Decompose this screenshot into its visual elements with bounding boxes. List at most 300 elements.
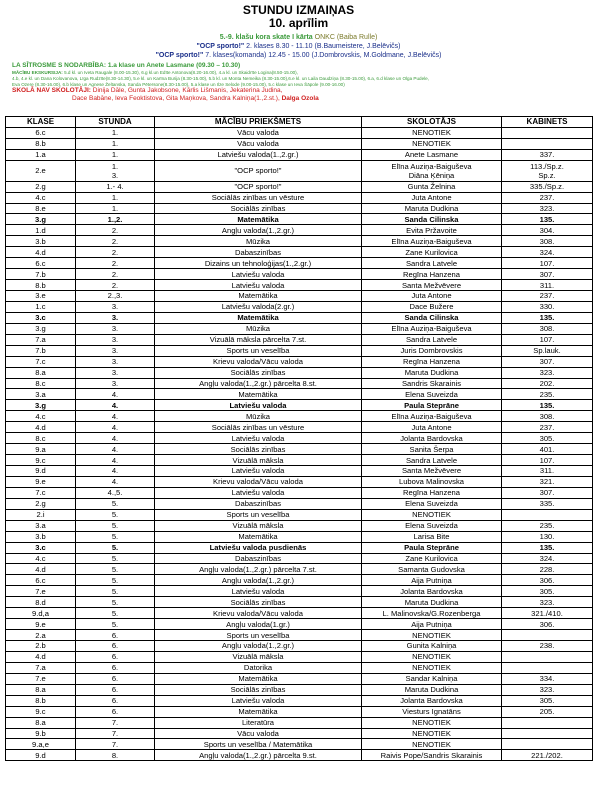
table-row [6,531,593,542]
table-row [6,750,593,761]
cell-room [502,236,593,247]
cell-room [502,651,593,662]
cell-lesson [76,651,155,662]
cell-class-text: 3.a [35,521,46,531]
cell-lesson-text: 6. [111,696,119,706]
cell-lesson-text: 2. [111,225,119,235]
cell-teacher [362,433,502,444]
cell-teacher-text: Sandra Latvele [405,258,458,268]
table-row [6,444,593,455]
cell-class [6,706,76,717]
cell-room-text: 202. [539,378,555,388]
cell-lesson [76,476,155,487]
cell-room-text: 306. [539,575,555,585]
cell-teacher [362,301,502,312]
cell-class-text: 2.g [35,499,46,509]
table-row [6,466,593,477]
cell-room [502,433,593,444]
absent-label: SKOLĀ NAV SKOLOTĀJI: [12,87,91,95]
cell-class-text: 8.c [35,433,46,443]
cell-subject [155,312,362,323]
table-row [6,673,593,684]
table-row [6,389,593,400]
cell-subject-text: Latviešu valoda [229,400,287,410]
cell-teacher [362,651,502,662]
cell-teacher [362,684,502,695]
cell-room-text: 401. [539,444,555,454]
table-row [6,203,593,214]
cell-class-text: 1.c [35,302,46,312]
table-row [6,345,593,356]
cell-teacher [362,356,502,367]
cell-teacher [362,695,502,706]
cell-room-text: 323. [539,597,555,607]
cell-subject [155,498,362,509]
cell-subject [155,673,362,684]
cell-room [502,345,593,356]
cell-teacher [362,160,502,181]
cell-room-text: 135. [539,543,555,553]
cell-room-text: 205. [539,707,555,717]
cell-lesson-text: 4. [111,411,119,421]
cell-class [6,422,76,433]
table-row [6,739,593,750]
cell-lesson-text: 2. [111,269,119,279]
cell-subject [155,487,362,498]
cell-teacher-text: Elīna Auziņa-Baiguševa [391,324,472,334]
cell-teacher-text: Paula Steprāne [404,543,459,553]
cell-lesson [76,750,155,761]
cell-teacher-text: NENOTIEK [412,139,451,149]
cell-class [6,312,76,323]
cell-lesson [76,706,155,717]
cell-lesson-text: 4.,5. [107,488,123,498]
cell-lesson-text: 4. [111,400,119,410]
cell-subject [155,531,362,542]
cell-teacher-text: Gunita Kalniņa [406,641,457,651]
cell-subject [155,181,362,192]
cell-lesson-text: 7. [111,739,119,749]
table-row [6,301,593,312]
cell-room [502,750,593,761]
cell-class [6,509,76,520]
cell-teacher-text: Maruta Dudkina [404,597,459,607]
cell-class [6,476,76,487]
cell-lesson [76,597,155,608]
cell-teacher-text: Sandar Kalniņa [405,674,458,684]
table-row [6,706,593,717]
cell-subject [155,750,362,761]
cell-lesson-text: 4. [111,477,119,487]
cell-teacher [362,214,502,225]
table-row [6,641,593,652]
cell-room [502,542,593,553]
cell-room-text: 306. [539,619,555,629]
cell-room [502,728,593,739]
cell-room [502,422,593,433]
cell-subject [155,476,362,487]
cell-teacher-text: Sandris Skarainis [401,378,462,388]
cell-lesson [76,520,155,531]
cell-lesson [76,378,155,389]
cell-class-text: 3.g [35,400,46,410]
cell-room [502,619,593,630]
cell-subject [155,225,362,236]
table-row [6,214,593,225]
cell-lesson-text: 3. [111,346,119,356]
cell-subject-text: Sports un veselība [226,510,290,520]
cell-lesson [76,181,155,192]
schedule-table [5,116,593,761]
cell-teacher [362,258,502,269]
cell-teacher-text: Juta Antone [411,422,452,432]
cell-subject-text: Angļu valoda(1.,2.gr.) [221,641,295,651]
notes-block [0,62,597,103]
table-row [6,651,593,662]
cell-room [502,225,593,236]
cell-teacher-text: NENOTIEK [412,718,451,728]
cell-teacher-text: Jolanta Bardovska [400,696,463,706]
cell-class [6,641,76,652]
cell-class-text: 7.c [35,488,46,498]
cell-teacher [362,334,502,345]
cell-subject [155,367,362,378]
cell-subject [155,411,362,422]
cell-teacher-text: Regīna Hanzena [403,269,460,279]
cell-teacher [362,619,502,630]
cell-room-text: 237. [539,422,555,432]
cell-class [6,138,76,149]
cell-class-text: 7.b [35,269,46,279]
cell-class-text: 2.e [35,166,46,176]
cell-subject [155,422,362,433]
cell-subject [155,520,362,531]
table-row [6,160,593,181]
cell-teacher-text: Juta Antone [411,193,452,203]
cell-room [502,356,593,367]
cell-lesson-text: 7. [111,728,119,738]
cell-teacher-text-2: Diāna Ķēniņa [408,170,455,180]
cell-teacher-text: Anete Lasmane [404,150,459,160]
cell-lesson-text: 2. [111,280,119,290]
cell-lesson-text: 3. [111,302,119,312]
cell-class-text: 8.a [35,368,46,378]
cell-room [502,641,593,652]
cell-room-text: 330. [539,302,555,312]
cell-class [6,728,76,739]
cell-room [502,739,593,750]
cell-lesson-text: 6. [111,674,119,684]
cell-lesson-text: 6. [111,685,119,695]
cell-teacher [362,750,502,761]
cell-room [502,520,593,531]
cell-lesson [76,641,155,652]
cell-subject-text: Sociālās zinības un vēsture [211,422,305,432]
cell-teacher-text: Elena Suveizda [405,389,458,399]
cell-class-text: 7.b [35,346,46,356]
cell-subject-text: Angļu valoda(1.gr.) [226,619,290,629]
table-row [6,138,593,149]
cell-teacher-text: Regīna Hanzena [403,488,460,498]
cell-subject-text: Matemātika [237,214,279,224]
cell-lesson [76,466,155,477]
cell-subject-text: Sports un veselība / Matemātika [203,739,313,749]
cell-subject-text: Angļu valoda(1.,2.gr.) [221,225,295,235]
cell-teacher-text: Sandra Latvele [405,335,458,345]
cell-lesson-text-2: 3. [111,170,119,180]
cell-subject-text: Matemātika [237,313,279,323]
cell-room [502,706,593,717]
cell-room-text: 305. [539,433,555,443]
cell-class-text: 3.c [35,313,46,323]
cell-lesson-text: 4. [111,466,119,476]
cell-teacher-text: Sanita Šerpa [409,444,454,454]
cell-class [6,301,76,312]
cell-lesson [76,673,155,684]
cell-subject [155,247,362,258]
table-row [6,608,593,619]
cell-lesson-text: 5. [111,553,119,563]
cell-class [6,662,76,673]
cell-class [6,498,76,509]
cell-class [6,455,76,466]
cell-subject [155,641,362,652]
cell-lesson-text: 4. [111,422,119,432]
cell-lesson-text: 5. [111,608,119,618]
cell-room-text: 311. [539,466,555,476]
cell-subject-text: Vācu valoda [237,728,279,738]
cell-room [502,455,593,466]
cell-class-text: 8.c [35,378,46,388]
cell-lesson [76,247,155,258]
cell-class-text: 2.g [35,182,46,192]
cell-subject-text: Sociālās zinības [230,597,286,607]
cell-lesson [76,739,155,750]
cell-teacher [362,641,502,652]
cell-room-text: 308. [539,411,555,421]
cell-subject-text: "OCP sporto!" [234,166,282,176]
table-row [6,269,593,280]
table-row [6,564,593,575]
cell-room [502,181,593,192]
table-row [6,728,593,739]
cell-teacher-text: Sandra Latvele [405,455,458,465]
cell-room-text: 130. [539,532,555,542]
cell-teacher [362,531,502,542]
cell-subject-text: Dizains un tehnoloģijas(1.,2.gr.) [204,258,312,268]
cell-room-text: 321./410. [531,608,563,618]
header-class: KLASE [6,117,76,128]
cell-room-text: 304. [539,225,555,235]
cell-teacher [362,739,502,750]
cell-class [6,160,76,181]
ocp-notice-1 [0,42,597,51]
cell-subject [155,509,362,520]
cell-lesson-text: 4. [111,455,119,465]
cell-room-text: 135. [539,313,555,323]
cell-lesson-text: 1.,2. [107,214,123,224]
cell-class [6,225,76,236]
cell-teacher [362,422,502,433]
cell-room [502,367,593,378]
cell-subject [155,553,362,564]
cell-subject-text: Latviešu valoda [231,433,285,443]
cell-room [502,498,593,509]
cell-room-text: 324. [539,553,555,563]
cell-class-text: 9.b [35,728,46,738]
header-subject: MĀCĪBU PRIEKŠMETS [155,117,362,128]
cell-class-text: 4.d [35,652,46,662]
cell-lesson [76,586,155,597]
table-row [6,575,593,586]
cell-lesson [76,717,155,728]
cell-class-text: 7.a [35,335,46,345]
table-row [6,400,593,411]
cell-room [502,444,593,455]
cell-subject-text: Mūzika [245,236,271,246]
cell-lesson [76,411,155,422]
cell-teacher-text: NENOTIEK [412,510,451,520]
cell-class [6,487,76,498]
cell-room [502,149,593,160]
cell-lesson-text: 6. [111,641,119,651]
cell-teacher [362,586,502,597]
cell-lesson [76,258,155,269]
cell-lesson-text: 4. [111,433,119,443]
cell-lesson [76,509,155,520]
cell-teacher [362,203,502,214]
cell-room-text: 323. [539,368,555,378]
cell-teacher-text: Lubova Malinovska [398,477,464,487]
table-row [6,433,593,444]
cell-teacher [362,673,502,684]
cell-teacher [362,367,502,378]
activity-text: 1.a klase un Anete Lasmane (09.30 – 10.30) [106,62,241,69]
cell-class [6,564,76,575]
ocp-name-2: "OCP sporto!" [155,52,204,59]
cell-lesson-text: 5. [111,619,119,629]
cell-lesson-text: 5. [111,597,119,607]
cell-subject-text: Sociālās zinības [230,444,286,454]
cell-lesson-text: 4. [111,444,119,454]
cell-teacher [362,662,502,673]
cell-class-text: 9.a,e [32,739,49,749]
table-row [6,291,593,302]
table-row [6,367,593,378]
cell-subject [155,466,362,477]
cell-room-text: 307. [539,269,555,279]
cell-subject [155,269,362,280]
table-row [6,542,593,553]
cell-lesson [76,498,155,509]
cell-lesson-text: 3. [111,335,119,345]
cell-subject [155,149,362,160]
cell-subject [155,662,362,673]
cell-teacher [362,520,502,531]
cell-class-text: 7.e [35,586,46,596]
cell-room [502,466,593,477]
cell-class-text: 8.b [35,139,46,149]
cell-lesson-text: 5. [111,564,119,574]
cell-subject [155,630,362,641]
cell-subject-text: Vizuālā māksla pārcelta 7.st. [209,335,307,345]
excursion-text-2: 4.b, 4.e kl. un Dana Kolovanova, Līga Rudzīte(8.30-14.30), 5.e kl. un Karīna Burija (8.30-15.00), 5.b kl. un Monta Nemeika (8.30-15.00),6.e kl. un Laila Daudziņa (8.30-15.00), 6.a, 6.d klase un Olga Pudele, [12,75,430,81]
cell-room [502,389,593,400]
cell-lesson-text: 2. [111,236,119,246]
cell-class [6,291,76,302]
table-row [6,520,593,531]
excursion-text-3: Eva Ozere (8.30-16.00), 6.b klase un Agnese Želtanska, Sanda Pētersone(8.30-15.00), 5.a klase un Ilze Selode (9.00-15.00), 5.c klase un Ieva Šāpole (9.00-16.00) [12,81,345,87]
cell-lesson-text: 1. [111,193,119,203]
table-row [6,487,593,498]
document-date: 10. aprīlim [268,16,329,30]
cell-teacher [362,269,502,280]
cell-room-text-2: Sp.z. [538,170,556,180]
cell-class-text: 2.a [35,630,46,640]
cell-room-text: 308. [539,324,555,334]
cell-class-text: 4.c [35,553,46,563]
cell-lesson-text: 5. [111,499,119,509]
cell-class-text: 4.d [35,247,46,257]
header-lesson: STUNDA [76,117,155,128]
activity-notice [12,62,587,70]
cell-room [502,717,593,728]
cell-class-text: 8.b [35,280,46,290]
cell-class-text: 1.d [35,225,46,235]
cell-subject [155,619,362,630]
cell-teacher [362,236,502,247]
cell-teacher-text: Samanta Gudovska [398,564,465,574]
cell-class [6,411,76,422]
absent-bold: Dalga Ozola [281,95,319,103]
cell-teacher [362,564,502,575]
cell-subject [155,378,362,389]
table-row [6,586,593,597]
cell-room-text: 337. [539,150,555,160]
cell-class [6,345,76,356]
cell-room [502,586,593,597]
table-row [6,258,593,269]
cell-teacher-text: Paula Steprāne [404,400,459,410]
cell-class-text: 2.i [36,510,45,520]
cell-room-text: 323. [539,203,555,213]
cell-room [502,192,593,203]
cell-class-text: 7.a [35,663,46,673]
cell-subject-text: Dabaszinības [234,247,281,257]
cell-room-text: 228. [539,564,555,574]
cell-teacher-text: Larisa Bite [413,532,450,542]
cell-class [6,466,76,477]
cell-room [502,476,593,487]
cell-lesson-text: 5. [111,543,119,553]
cell-room-text: 307. [539,488,555,498]
cell-class-text: 9.e [35,619,46,629]
cell-subject-text: Dabaszinības [234,553,281,563]
cell-class-text: 3.a [35,389,46,399]
cell-room [502,334,593,345]
cell-lesson-text: 2. [111,247,119,257]
cell-class-text: 9.d [35,466,46,476]
table-row [6,236,593,247]
cell-lesson [76,280,155,291]
cell-room-text: 221./202. [531,750,563,760]
cell-class-text: 4.c [35,411,46,421]
cell-lesson-text: 3. [111,357,119,367]
cell-class-text: 8.d [35,597,46,607]
cell-lesson [76,291,155,302]
activity-label: LA SĪTROSME S NODARBĪBA: [12,62,107,69]
cell-class [6,433,76,444]
